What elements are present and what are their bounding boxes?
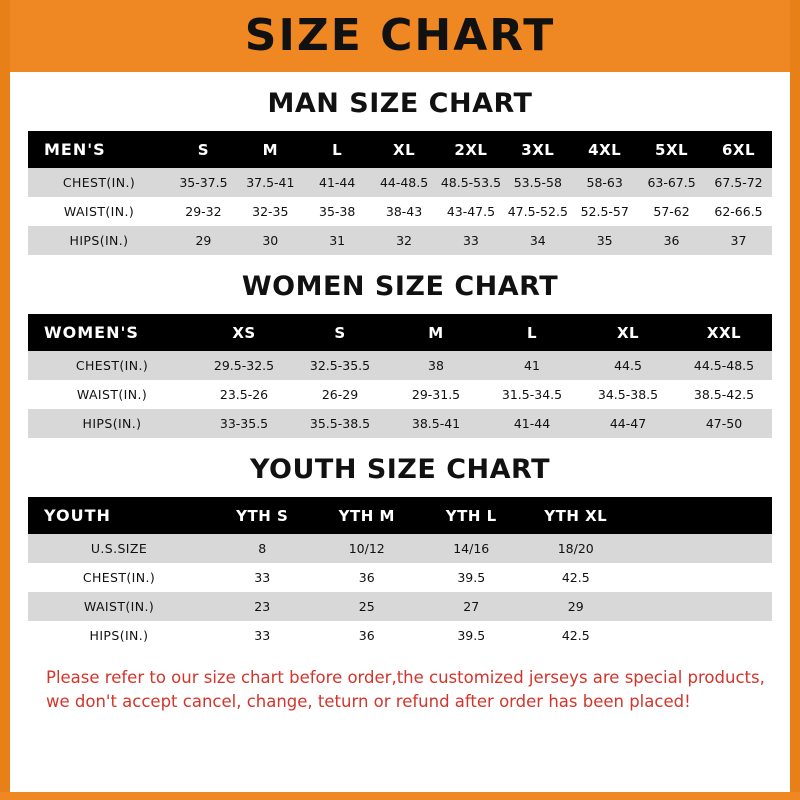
notice-line-1: Please refer to our size chart before order,the customized jerseys are special products,: [46, 668, 765, 687]
cell: 52.5-57: [580, 204, 629, 219]
cell: 35.5-38.5: [309, 416, 371, 431]
cell: 29: [195, 233, 212, 248]
table-row: [28, 563, 772, 592]
row-label: CHEST(IN.): [75, 358, 149, 373]
row-label: HIPS(IN.): [89, 628, 149, 643]
cell: 32.5-35.5: [309, 358, 371, 373]
cell: 47-50: [705, 416, 743, 431]
cell: 29.5-32.5: [213, 358, 275, 373]
column-header: L: [526, 323, 538, 342]
table-row: [28, 168, 772, 197]
cell: 42.5: [561, 628, 590, 643]
cell: 37.5-41: [246, 175, 295, 190]
cell: 23.5-26: [219, 387, 269, 402]
cell: 44-47: [609, 416, 647, 431]
row-label: WAIST(IN.): [63, 204, 135, 219]
cell: 29: [567, 599, 584, 614]
cell: 41-44: [513, 416, 551, 431]
section-man: [28, 88, 772, 255]
row-label: CHEST(IN.): [62, 175, 136, 190]
page-title: SIZE CHART: [244, 10, 556, 61]
column-header: YOUTH: [44, 506, 111, 525]
cell: 32-35: [252, 204, 289, 219]
table-row: [28, 351, 772, 380]
column-header: M: [428, 323, 444, 342]
column-header: XXL: [706, 323, 742, 342]
column-header: 5XL: [655, 140, 689, 159]
cell: 41: [524, 358, 540, 373]
column-header-spacer: [628, 497, 772, 534]
cell: 36: [358, 570, 375, 585]
cell: 38-43: [385, 204, 423, 219]
cell: 48.5-53.5: [440, 175, 502, 190]
row-label: HIPS(IN.): [82, 416, 142, 431]
cell: 33-35.5: [219, 416, 269, 431]
cell: 34: [529, 233, 546, 248]
column-header: YTH XL: [544, 506, 608, 525]
section-women: [28, 271, 772, 438]
cell: 35-37.5: [179, 175, 228, 190]
cell: 35: [596, 233, 613, 248]
cell: 31: [329, 233, 346, 248]
cell: 63-67.5: [647, 175, 696, 190]
cell: 38.5-42.5: [693, 387, 755, 402]
cell: 67.5-72: [714, 175, 763, 190]
column-header: XL: [616, 323, 640, 342]
cell: 38: [428, 358, 444, 373]
page-banner: [10, 0, 790, 72]
cell-spacer: [628, 621, 772, 650]
cell: 8: [258, 541, 267, 556]
cell: 25: [358, 599, 375, 614]
notice-line-2: we don't accept cancel, change, teturn or refund after order has been placed!: [46, 691, 691, 711]
cell: 33: [254, 628, 271, 643]
cell: 44-48.5: [379, 175, 429, 190]
table-row: [28, 197, 772, 226]
column-header: S: [197, 140, 210, 159]
cell: 58-63: [586, 175, 623, 190]
cell: 27: [463, 599, 480, 614]
column-header: 2XL: [454, 140, 488, 159]
row-label: CHEST(IN.): [82, 570, 156, 585]
cell: 44.5: [614, 358, 642, 373]
row-label: U.S.SIZE: [90, 541, 148, 556]
table-row: [28, 592, 772, 621]
cell: 53.5-58: [513, 175, 562, 190]
row-label: WAIST(IN.): [83, 599, 155, 614]
table-row: [28, 534, 772, 563]
column-header: 4XL: [588, 140, 622, 159]
cell: 26-29: [321, 387, 359, 402]
cell: 31.5-34.5: [501, 387, 563, 402]
cell: 41-44: [319, 175, 356, 190]
cell: 18/20: [557, 541, 594, 556]
cell: 44.5-48.5: [693, 358, 755, 373]
cell: 30: [262, 233, 279, 248]
section-youth: [28, 454, 772, 650]
column-header: YTH M: [338, 506, 395, 525]
cell: 38.5-41: [411, 416, 461, 431]
cell: 32: [396, 233, 413, 248]
column-header: 3XL: [521, 140, 555, 159]
cell: 37: [730, 233, 747, 248]
cell: 14/16: [453, 541, 490, 556]
cell: 57-62: [653, 204, 690, 219]
column-header: 6XL: [721, 140, 756, 159]
cell: 10/12: [348, 541, 385, 556]
column-header: XS: [232, 323, 256, 342]
bottom-accent-bar: [0, 792, 800, 800]
column-header: YTH L: [445, 506, 497, 525]
cell: 39.5: [457, 628, 486, 643]
table-row: [28, 409, 772, 438]
cell: 34.5-38.5: [597, 387, 659, 402]
cell: 29-32: [185, 204, 222, 219]
table-row: [28, 226, 772, 255]
table-man-size: [28, 131, 772, 255]
cell: 42.5: [561, 570, 590, 585]
section-title-women: WOMEN SIZE CHART: [241, 271, 559, 302]
cell-spacer: [628, 534, 772, 563]
column-header: M: [262, 140, 279, 159]
column-header: YTH S: [236, 506, 289, 525]
table-women-size: [28, 314, 772, 438]
table-header-row: [28, 314, 772, 351]
cell: 36: [663, 233, 680, 248]
column-header: L: [332, 140, 343, 159]
table-row: [28, 380, 772, 409]
column-header: S: [334, 323, 346, 342]
row-label: WAIST(IN.): [76, 387, 148, 402]
content-area: [10, 88, 790, 714]
table-row: [28, 621, 772, 650]
table-header-row: [28, 131, 772, 168]
cell: 47.5-52.5: [507, 204, 568, 219]
order-notice: [46, 666, 765, 714]
section-title-youth: YOUTH SIZE CHART: [249, 454, 551, 485]
column-header: MEN'S: [44, 140, 106, 159]
table-youth-size: [28, 497, 772, 650]
cell: 62-66.5: [714, 204, 763, 219]
cell: 39.5: [457, 570, 486, 585]
cell: 36: [358, 628, 375, 643]
cell-spacer: [628, 563, 772, 592]
column-header: WOMEN'S: [44, 323, 139, 342]
cell: 23: [254, 599, 271, 614]
cell: 35-38: [319, 204, 356, 219]
cell: 29-31.5: [411, 387, 461, 402]
cell: 33: [462, 233, 479, 248]
cell: 33: [254, 570, 271, 585]
cell-spacer: [628, 592, 772, 621]
table-header-row: [28, 497, 772, 534]
row-label: HIPS(IN.): [69, 233, 129, 248]
column-header: XL: [393, 140, 416, 159]
section-title-man: MAN SIZE CHART: [267, 88, 533, 119]
cell: 43-47.5: [446, 204, 496, 219]
